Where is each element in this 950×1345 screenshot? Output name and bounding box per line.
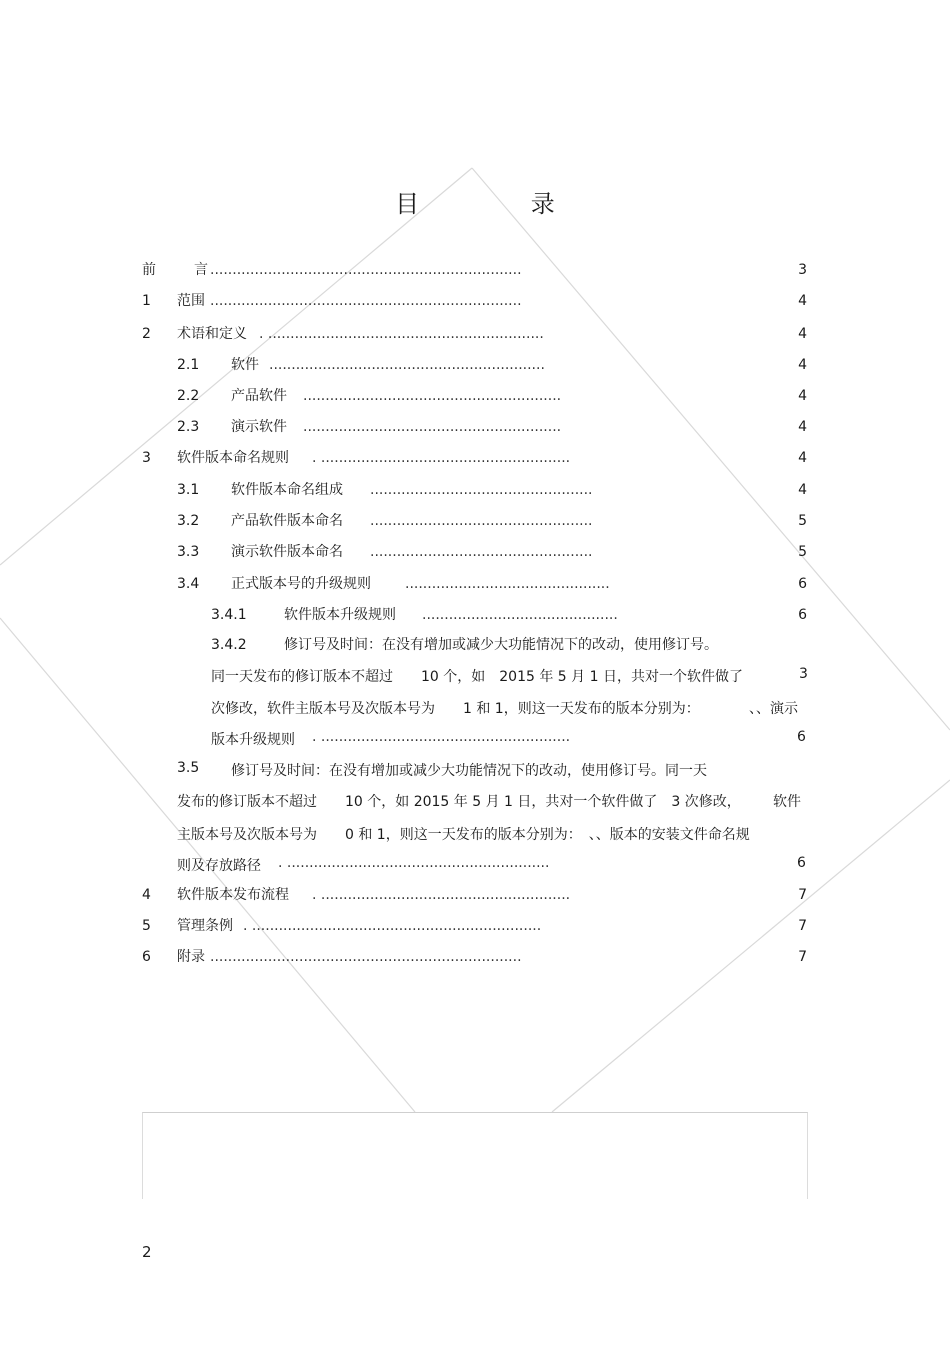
toc-page: 6 [798,607,807,623]
toc-entry [0,355,950,375]
toc-entry-3-4-2-line1 [211,666,743,686]
toc-label: 产品软件版本命名 [231,513,343,529]
toc-dots: . ........................................................ [312,450,571,466]
toc-dots: ...................................................................... [210,949,522,965]
toc-label: 软件 [231,357,259,373]
toc-dots: ............................................ [422,607,618,623]
toc-entry [0,291,950,311]
toc-entry [0,635,950,655]
toc-entry [0,916,950,936]
toc-dots: ...................................................................... [210,293,522,309]
toc-entry [0,605,950,625]
toc-dots: .............................................................. [269,357,545,373]
toc-entry [0,574,950,594]
toc-label: 术语和定义 [177,326,247,342]
toc-number: 3 [142,450,151,466]
toc-label: 言 [194,262,208,278]
toc-number: 2.1 [177,357,200,373]
toc-label: 演示软件版本命名 [231,544,343,560]
toc-page: 6 [797,729,806,745]
page-title: 目 录 [395,190,607,218]
toc-page: 6 [797,855,806,871]
toc-page: 6 [798,576,807,592]
toc-label: 演示软件 [231,419,287,435]
toc-label: 软件版本发布流程 [177,887,289,903]
toc-page: 5 [798,544,807,560]
toc-label: 管理条例 [177,918,233,934]
toc-label: 软件版本升级规则 [284,607,396,623]
toc-page: 3 [798,262,807,278]
toc-entry [0,511,950,531]
toc-entry [0,885,950,905]
toc-entry [0,480,950,500]
para-text: 同一天发布的修订版本不超过 10 个，如 2015 年 5 月 1 日，共对一个软件做了 [211,669,743,685]
toc-dots: .............................................. [405,576,610,592]
toc-entry-3-5-line2: 发布的修订版本不超过 10 个，如 2015 年 5 月 1 日，共对一个软件做了 3 次修改， [177,794,741,810]
toc-entry [0,448,950,468]
toc-number: 2.3 [177,419,200,435]
toc-dots: .................................................. [370,513,593,529]
toc-dots: . ................................................................. [243,918,542,934]
toc-number: 2 [142,326,151,342]
toc-label: 附录 [177,949,205,965]
toc-entry [0,324,950,344]
toc-number: 3.4.1 [211,607,247,623]
toc-entry-3-5-line4: 则及存放路径 [177,858,261,874]
toc-entry [0,417,950,437]
toc-number: 2.2 [177,388,200,404]
toc-dots: .................................................. [370,544,593,560]
toc-dots: . ........................................................ [312,887,571,903]
toc-dots: . ........................................................... [278,855,550,871]
toc-page: 4 [798,450,807,466]
toc-number: 3.1 [177,482,200,498]
toc-entry-3-4-2-line2: 次修改，软件主版本号及次版本号为 1 和 1，则这一天发布的版本分别为： [211,701,700,717]
footer-frame [142,1112,808,1199]
toc-page: 7 [798,887,807,903]
toc-label: 软件版本命名规则 [177,450,289,466]
toc-label: 修订号及时间：在没有增加或减少大功能情况下的改动，使用修订号。 [284,637,718,653]
toc-entry-3-5-line1: 修订号及时间：在没有增加或减少大功能情况下的改动，使用修订号。同一天 [231,763,707,779]
toc-entry-3-5-line3: 主版本号及次版本号为 0 和 1，则这一天发布的版本分别为： 、、版本的安装文件命名规 [177,827,750,843]
toc-dots: . ........................................................ [312,729,571,745]
toc-page: 7 [798,949,807,965]
toc-entry [0,260,950,280]
toc-label: 正式版本号的升级规则 [231,576,371,592]
toc-number: 4 [142,887,151,903]
toc-number: 前 [142,262,156,278]
toc-number: 3.4.2 [211,637,247,653]
toc-page: 7 [798,918,807,934]
toc-dots: .................................................. [370,482,593,498]
toc-page: 4 [798,419,807,435]
toc-dots: .......................................................... [303,419,562,435]
toc-number: 1 [142,293,151,309]
toc-page: 4 [798,326,807,342]
page-number: 2 [142,1243,152,1261]
toc-label: 范围 [177,293,205,309]
toc-page: 4 [798,293,807,309]
toc-entry-3-4-2-line3: 版本升级规则 [211,732,295,748]
toc-entry-3-4-2-line2-end: 、、演示 [749,701,798,717]
toc-entry [0,386,950,406]
toc-number: 3.2 [177,513,200,529]
toc-number: 3.4 [177,576,200,592]
toc-dots: . .............................................................. [259,326,544,342]
toc-page: 4 [798,357,807,373]
toc-label: 产品软件 [231,388,287,404]
toc-entry-3-4-2-line1-end: 3 [799,666,808,682]
toc-entry [0,947,950,967]
toc-label: 软件版本命名组成 [231,482,343,498]
toc-dots: ...................................................................... [210,262,522,278]
toc-page: 4 [798,388,807,404]
toc-entry-3-5-line2-end: 软件 [773,794,801,810]
toc-page: 4 [798,482,807,498]
toc-number: 6 [142,949,151,965]
toc-number: 5 [142,918,151,934]
toc-number: 3.3 [177,544,200,560]
toc-entry [0,542,950,562]
toc-page: 5 [798,513,807,529]
toc-dots: .......................................................... [303,388,562,404]
toc-entry-3-5-num: 3.5 [177,760,200,776]
